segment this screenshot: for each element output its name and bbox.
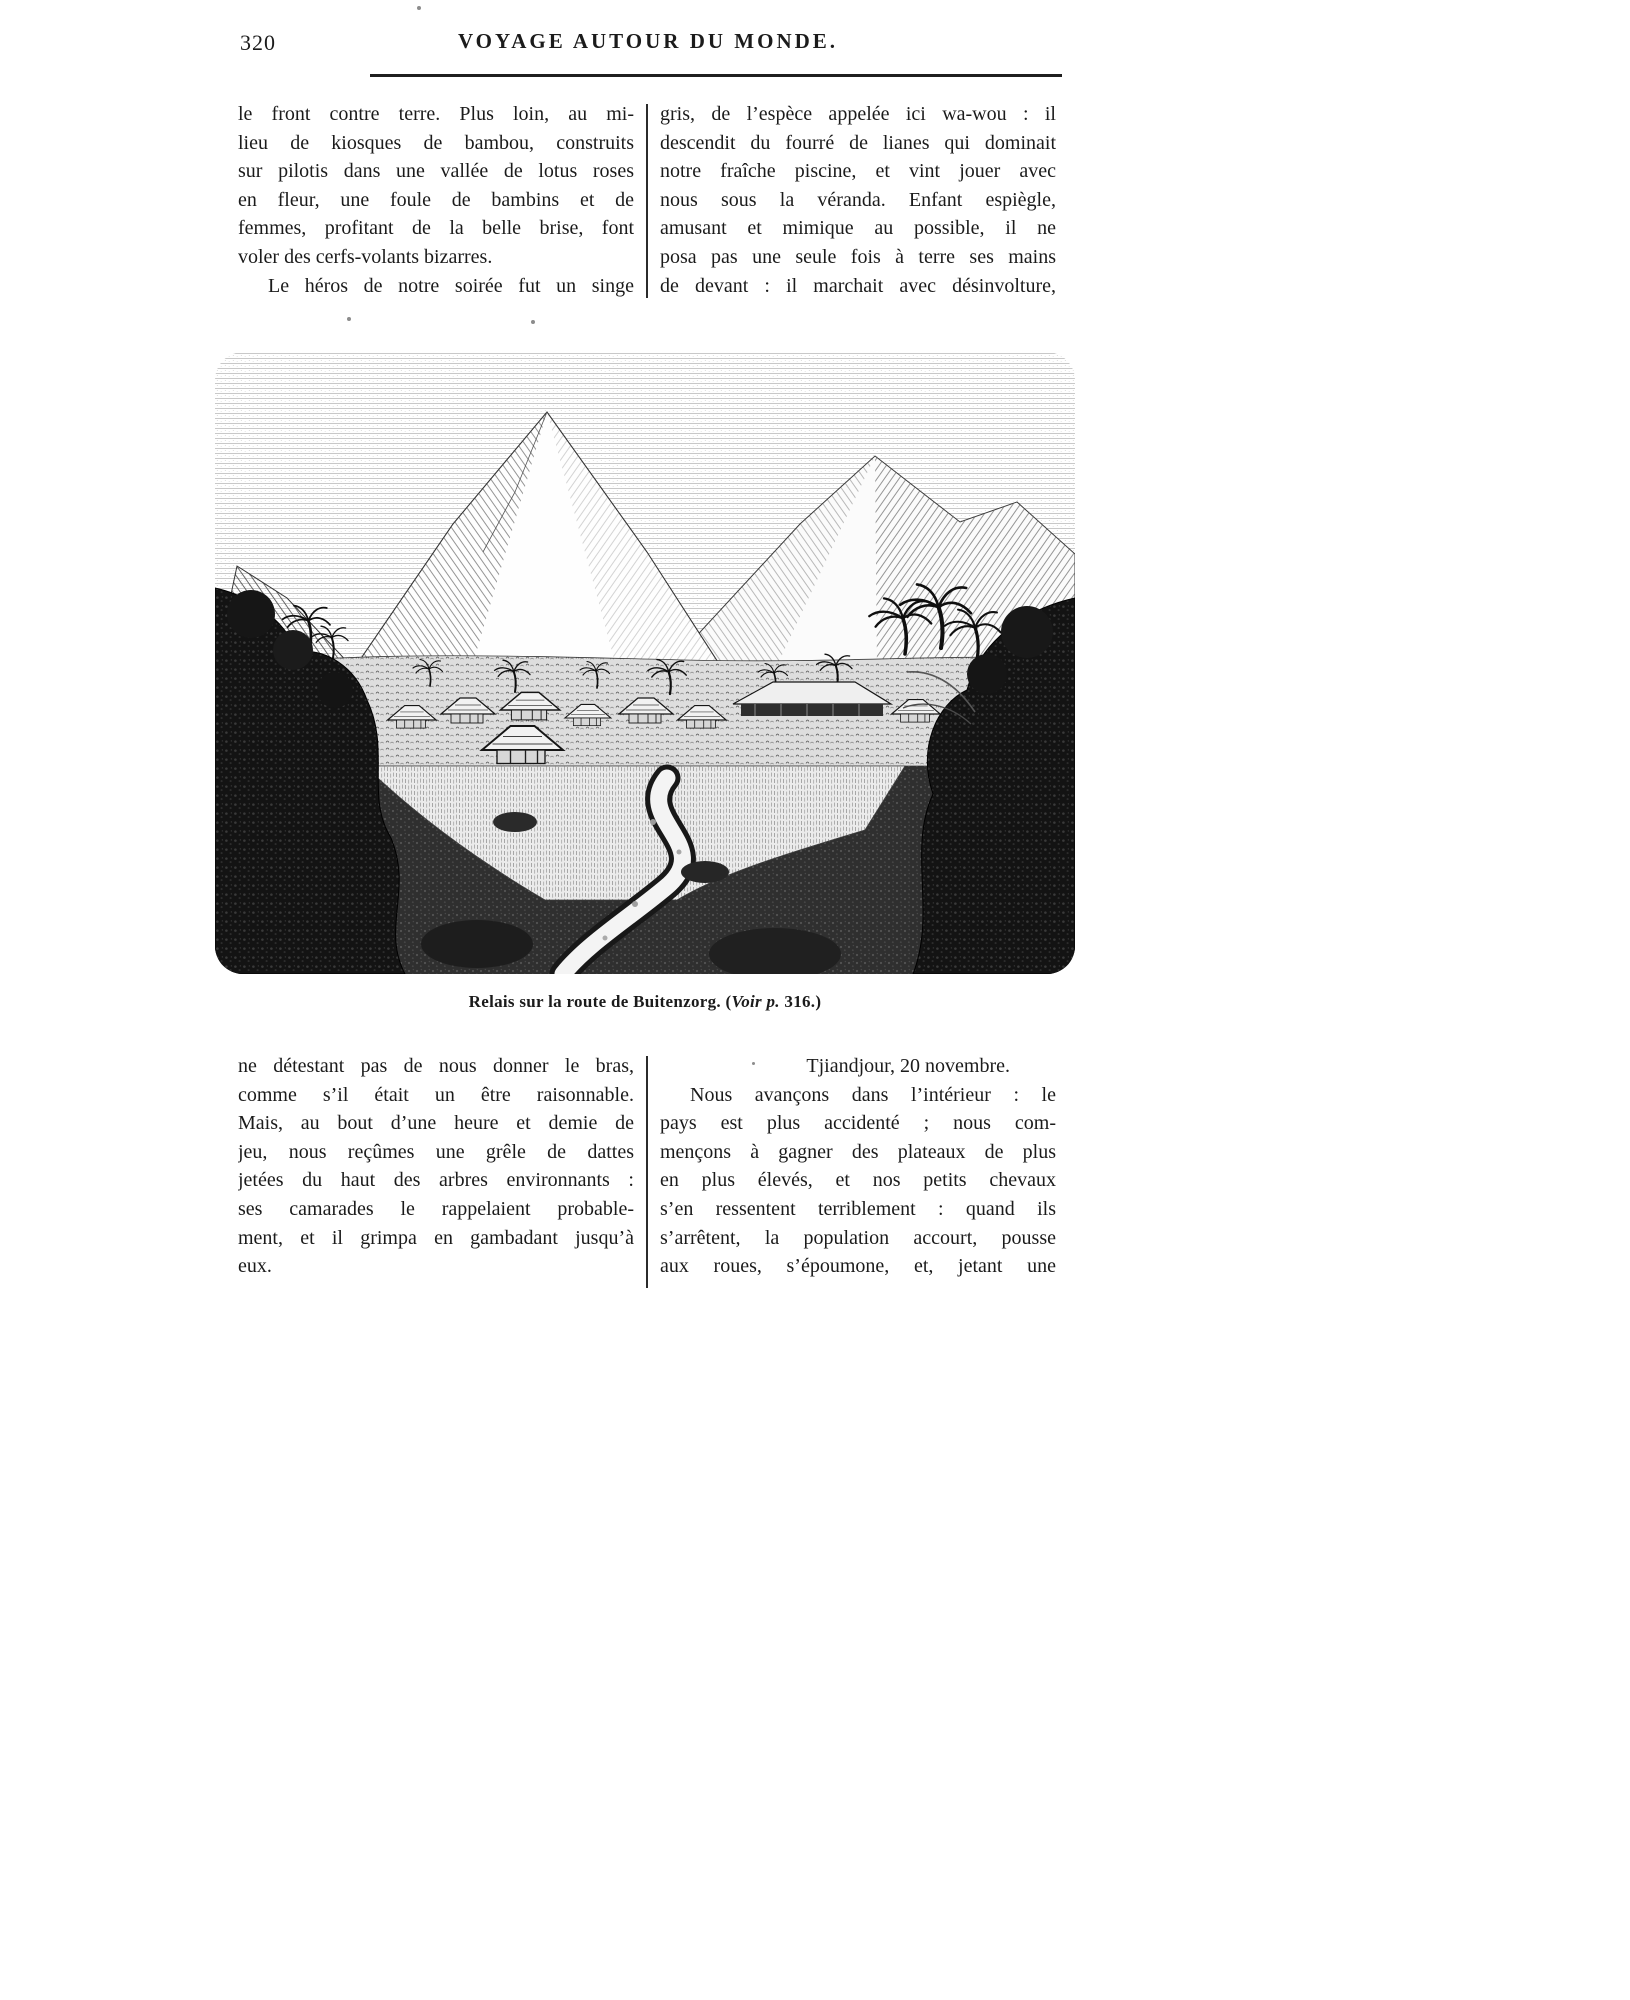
text-line: comme s’il était un être raisonnable. <box>238 1083 634 1106</box>
text-line: femmes, profitant de la belle brise, font <box>238 217 634 240</box>
top-right-column <box>660 100 1056 300</box>
dateline: Tjiandjour, 20 novembre. <box>806 1055 1010 1077</box>
caption-page-ref: 316.) <box>779 992 822 1011</box>
text-line: mençons à gagner des plateaux de plus <box>660 1140 1056 1163</box>
text-line: gris, de l’espèce appelée ici wa-wou : il <box>660 103 1056 125</box>
text-line: jeu, nous reçûmes une grêle de dattes <box>238 1140 634 1163</box>
engraving-illustration <box>215 352 1075 974</box>
text-line: ses camarades le rappelaient probable- <box>238 1197 634 1220</box>
text-line: posa pas une seule fois à terre ses mains <box>660 245 1056 268</box>
caption-text: Relais sur la route de Buitenzorg. ( <box>468 992 732 1011</box>
text-line: le front contre terre. Plus loin, au mi- <box>238 103 634 125</box>
text-line: aux roues, s’époumone, et, jetant une <box>660 1255 1056 1278</box>
text-line: jetées du haut des arbres environnants : <box>238 1169 634 1192</box>
text-line: Nous avançons dans l’intérieur : le <box>690 1083 1056 1106</box>
text-line: ne détestant pas de nous donner le bras, <box>238 1055 634 1077</box>
engraving-scene <box>215 352 1075 974</box>
text-line: Le héros de notre soirée fut un singe <box>268 274 634 297</box>
text-line: en plus élevés, et nos petits chevaux <box>660 1169 1056 1192</box>
text-line: Mais, au bout d’une heure et demie de <box>238 1112 634 1135</box>
text-line: en fleur, une foule de bambins et de <box>238 188 634 211</box>
text-line: voler des cerfs-volants bizarres. <box>238 245 493 268</box>
column-divider <box>646 104 648 298</box>
text-line: amusant et mimique au possible, il ne <box>660 217 1056 240</box>
text-line: nous sous la véranda. Enfant espiègle, <box>660 188 1056 211</box>
bottom-left-column <box>238 1052 634 1281</box>
scan-speck <box>531 320 535 324</box>
text-line: sur pilotis dans une vallée de lotus roses <box>238 160 634 183</box>
scan-speck <box>417 6 421 10</box>
text-line: notre fraîche piscine, et vint jouer avec <box>660 160 1056 183</box>
text-line: eux. <box>238 1255 272 1278</box>
text-line: lieu de kiosques de bambou, construits <box>238 131 634 154</box>
text-line: s’en ressentent terriblement : quand ils <box>660 1197 1056 1220</box>
text-line: pays est plus accidenté ; nous com- <box>660 1112 1056 1135</box>
page-number: 320 <box>240 30 276 55</box>
scan-speck <box>347 317 351 321</box>
header-rule <box>370 74 1062 77</box>
text-line: ment, et il grimpa en gambadant jusqu’à <box>238 1226 634 1249</box>
figure-caption <box>215 992 1075 1012</box>
caption-voir: Voir p. <box>731 992 780 1011</box>
text-line: descendit du fourré de lianes qui dominait <box>660 131 1056 154</box>
running-title: VOYAGE AUTOUR DU MONDE. <box>457 29 839 53</box>
text-line: s’arrêtent, la population accourt, pousse <box>660 1226 1056 1249</box>
top-left-column <box>238 100 634 300</box>
text-line: de devant : il marchait avec désinvolture, <box>660 274 1056 297</box>
bottom-right-column <box>660 1052 1056 1281</box>
column-divider <box>646 1056 648 1288</box>
